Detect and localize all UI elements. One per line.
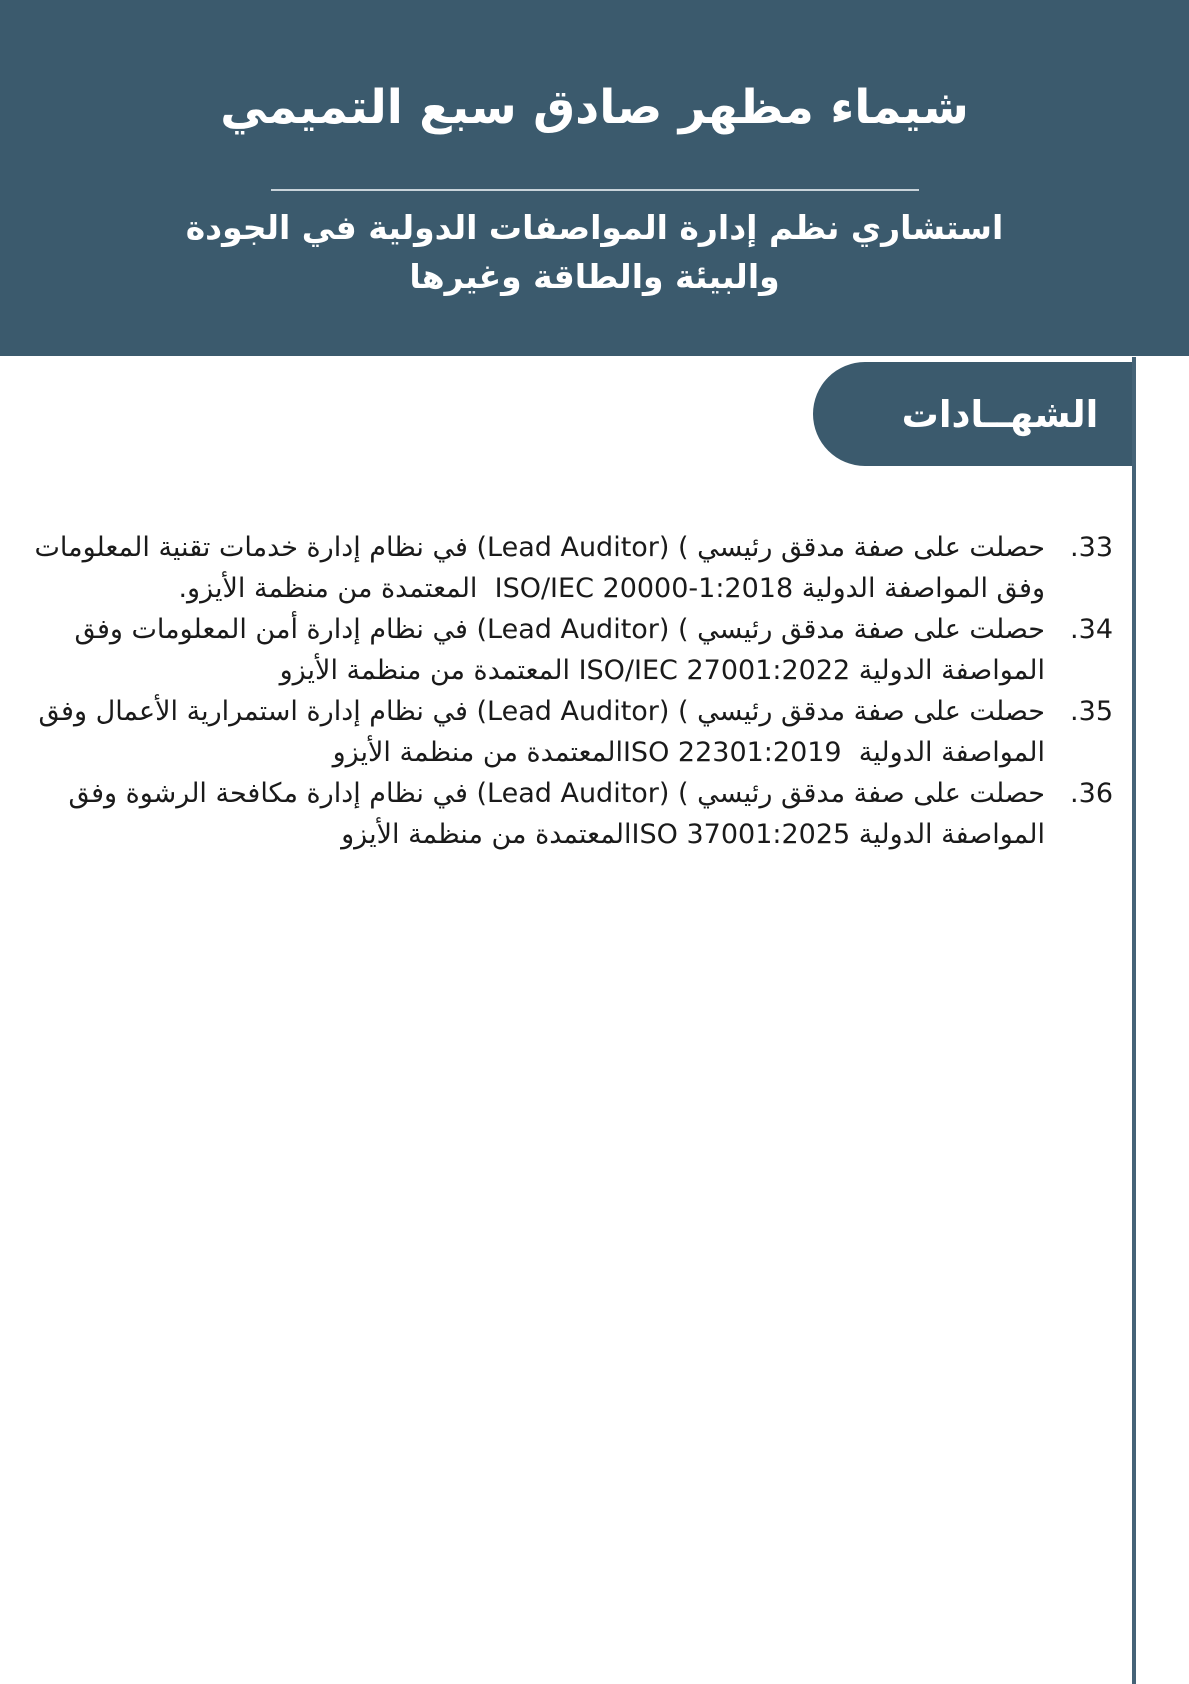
list-item-line: حصلت على صفة مدقق رئيسي ) (Lead Auditor) في نظام إدارة أمن المعلومات وفق [74, 614, 1045, 645]
list-item [40, 691, 1113, 773]
list-item-text [40, 691, 1045, 773]
list-item-line: حصلت على صفة مدقق رئيسي ) (Lead Auditor) في نظام إدارة خدمات تقنية المعلومات [34, 532, 1045, 563]
list-item-line: حصلت على صفة مدقق رئيسي ) (Lead Auditor) في نظام إدارة استمرارية الأعمال وفق [38, 696, 1045, 727]
certificates-list [34, 527, 1113, 855]
list-item-number: 36. [1070, 778, 1113, 809]
certificates-badge-label: الشهــادات [901, 392, 1099, 436]
list-item [40, 773, 1113, 855]
subtitle-line-2: والبيئة والطاقة وغيرها [409, 257, 780, 296]
list-item-text [40, 609, 1045, 691]
list-item-line: المواصفة الدولية ISO/IEC 27001:2022 المعتمدة من منظمة الأيزو [279, 655, 1045, 686]
list-item-text [40, 773, 1045, 855]
list-item-number: 35. [1070, 696, 1113, 727]
header-divider [271, 189, 919, 191]
subtitle [0, 203, 1189, 301]
header-band [0, 0, 1189, 356]
list-item-text [34, 527, 1045, 609]
certificates-section-badge [813, 362, 1133, 466]
list-item-line: المواصفة الدولية ISO 22301:2019المعتمدة من منظمة الأيزو [332, 737, 1045, 768]
page-title: شيماء مظهر صادق سبع التميمي [220, 80, 969, 135]
list-item [34, 527, 1113, 609]
subtitle-line-1: استشاري نظم إدارة المواصفات الدولية في الجودة [185, 208, 1004, 247]
list-item-line: المواصفة الدولية ISO 37001:2025المعتمدة من منظمة الأيزو [341, 819, 1045, 850]
list-item [40, 609, 1113, 691]
list-item-number: 34. [1070, 614, 1113, 645]
list-item-line: وفق المواصفة الدولية ISO/IEC 20000-1:2018 المعتمدة من منظمة الأيزو. [178, 573, 1045, 604]
list-item-number: 33. [1070, 532, 1113, 563]
right-vertical-rule [1132, 357, 1136, 1684]
list-item-line: حصلت على صفة مدقق رئيسي ) (Lead Auditor) في نظام إدارة مكافحة الرشوة وفق [68, 778, 1045, 809]
